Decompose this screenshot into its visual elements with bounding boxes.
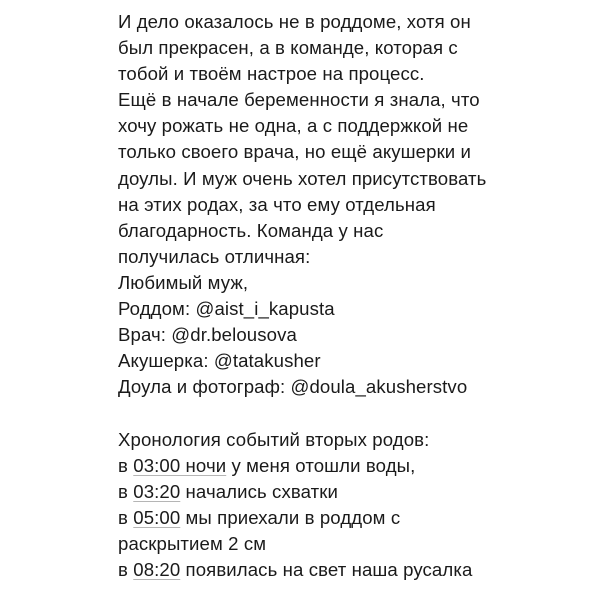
- intro-line: Ещё в начале беременности я знала, что: [118, 89, 480, 111]
- paragraph-gap: [118, 400, 588, 426]
- timeline-event: [118, 505, 588, 531]
- event-prefix: в: [118, 558, 134, 580]
- intro-line: хочу рожать не одна, а с поддержкой не: [118, 115, 469, 137]
- team-doula-photographer: Доула и фотограф: @doula_akusherstvo: [118, 376, 468, 398]
- note-text: [118, 9, 588, 583]
- team-maternity-hospital: Роддом: @aist_i_kapusta: [118, 298, 335, 320]
- event-text: появилась на свет наша русалка: [180, 558, 473, 580]
- intro-line: только своего врача, но ещё акушерки и: [118, 141, 472, 163]
- event-time-link[interactable]: 03:00 ночи: [133, 454, 227, 476]
- intro-line: благодарность. Команда у нас: [118, 219, 384, 241]
- event-text: мы приехали в роддом с: [180, 506, 401, 528]
- intro-line: получилась отличная:: [118, 245, 311, 267]
- timeline-event-continuation: раскрытием 2 см: [118, 532, 267, 554]
- event-text: у меня отошли воды,: [226, 454, 416, 476]
- intro-line: И дело оказалось не в роддоме, хотя он: [118, 11, 471, 32]
- timeline-event: [118, 557, 588, 583]
- event-prefix: в: [118, 454, 134, 476]
- event-time-link[interactable]: 05:00: [133, 506, 181, 528]
- intro-line: доулы. И муж очень хотел присутствовать: [118, 167, 487, 189]
- team-midwife: Акушерка: @tatakusher: [118, 350, 321, 372]
- team-husband: Любимый муж,: [118, 271, 249, 293]
- team-doctor: Врач: @dr.belousova: [118, 324, 297, 346]
- event-prefix: в: [118, 480, 134, 502]
- timeline-event: [118, 453, 588, 479]
- event-time-link[interactable]: 03:20: [133, 480, 181, 502]
- event-text: начались схватки: [180, 480, 338, 502]
- timeline-event: [118, 479, 588, 505]
- event-time-link[interactable]: 08:20: [133, 558, 181, 580]
- event-prefix: в: [118, 506, 134, 528]
- timeline-heading: Хронология событий вторых родов:: [118, 428, 430, 450]
- intro-line: тобой и твоём настрое на процесс.: [118, 63, 425, 85]
- intro-line: был прекрасен, а в команде, которая с: [118, 37, 458, 59]
- intro-line: на этих родах, за что ему отдельная: [118, 193, 436, 215]
